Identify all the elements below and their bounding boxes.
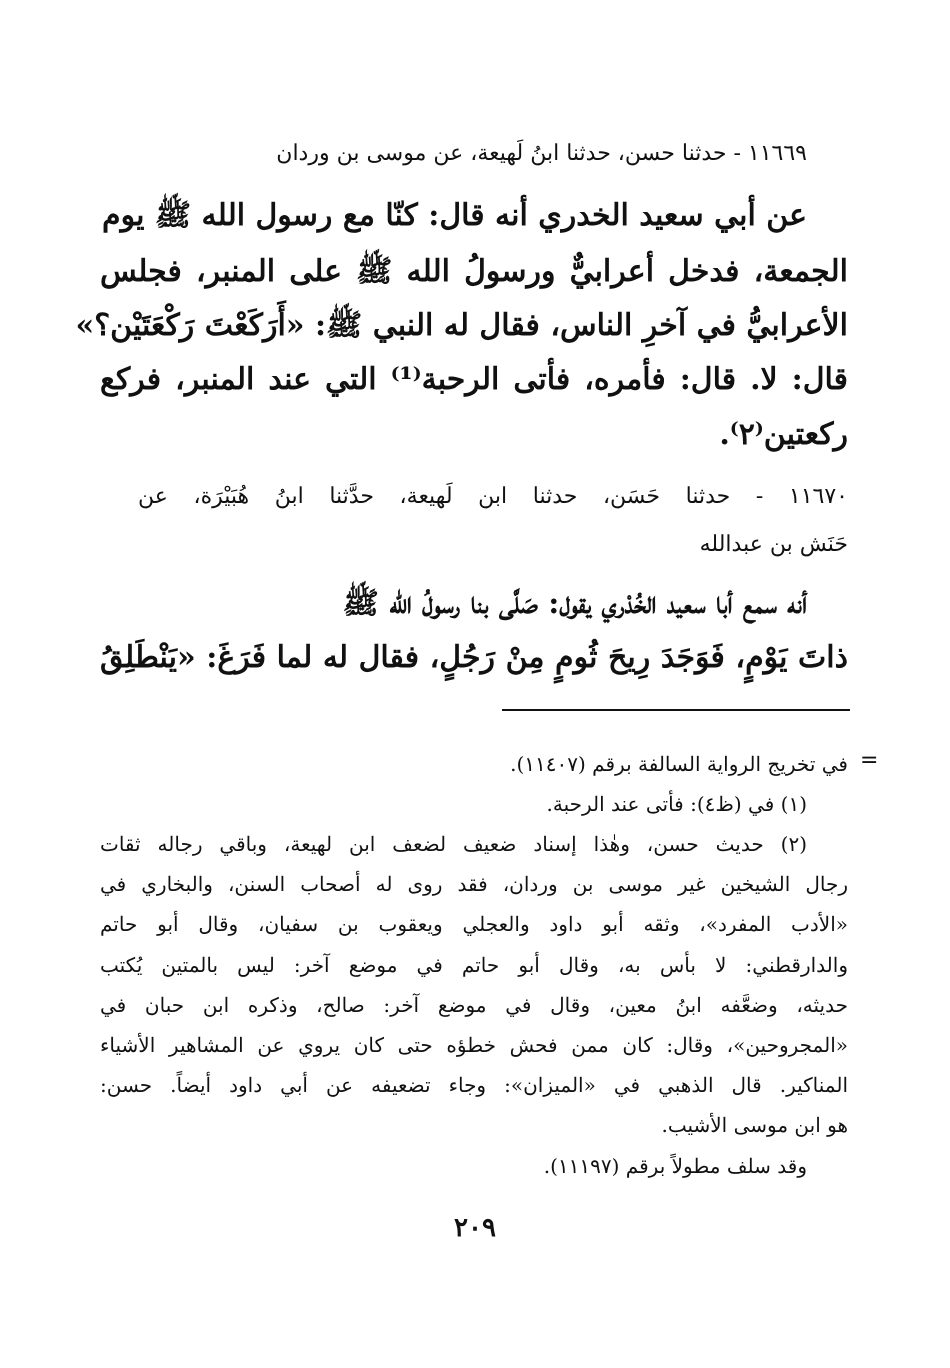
footnote-2-line-2: رجال الشيخين غير موسى بن وردان، فقد روى له أصحاب السنن، والبخاري في [100,872,848,896]
hadith-11670-line-1: أنه سمع أبا سعيد الخُدْري يقول: صَلَّى بنا رسولُ الله ﷺ [342,586,807,621]
hadith-11669-line-3: الأعرابيُّ في آخرِ الناس، فقال له النبي ﷺ: «أَرَكَعْتَ رَكْعَتَيْن؟» [75,308,848,343]
hadith-11669-line-2: الجمعة، فدخل أعرابيٌّ ورسولُ الله ﷺ على المنبر، فجلس [100,254,848,289]
footnote-2-line-4: والدارقطني: لا بأس به، وقال أبو حاتم في موضع آخر: ليس بالمتين يُكتب [100,953,848,977]
footnote-separator [502,709,850,711]
hadith-11670-chain-line-1: ١١٦٧٠ - حدثنا حَسَن، حدثنا ابن لَهيعة، حدَّثنا ابنُ هُبَيْرَة، عن [138,484,848,509]
hadith-11669-line-1: عن أبي سعيد الخدري أنه قال: كنّا مع رسول الله ﷺ يوم [102,198,807,233]
page-number: ٢٠٩ [454,1213,496,1243]
hadith-11670-chain-line-2: حَنَش بن عبدالله [699,532,848,557]
hadith-11669-line-5: ركعتين⁽٢⁾. [719,417,848,452]
hadith-11669-line-4: قال: لا. قال: فأمره، فأتى الرحبة⁽¹⁾ التي عند المنبر، فركع [100,362,849,397]
footnote-continuation: في تخريج الرواية السالفة برقم (١١٤٠٧). [510,752,848,776]
footnote-2-line-3: «الأدب المفرد»، وثقه أبو داود والعجلي ويعقوب بن سفيان، وقال أبو حاتم [100,912,848,936]
footnote-2-line-7: المناكير. قال الذهبي في «الميزان»: وجاء تضعيفه عن أبي داود أيضاً. حسن: [100,1073,848,1097]
footnote-1: (١) في (ظ٤): فأتى عند الرحبة. [546,792,807,816]
footnote-2-line-5: حديثه، وضعَّفه ابنُ معين، وقال في موضع آخر: صالح، وذكره ابن حبان في [100,993,848,1017]
footnote-2-final: وقد سلف مطولاً برقم (١١١٩٧). [543,1154,807,1178]
footnote-2-line-1: (٢) حديث حسن، وهٰذا إسناد ضعيف لضعف ابن لهيعة، وباقي رجاله ثقات [100,832,807,856]
footnote-2-line-6: «المجروحين»، وقال: كان ممن فحش خطؤه حتى كان يروي عن المشاهير الأشياء [100,1033,848,1057]
footnote-continuation-mark: = [860,748,879,773]
footnote-2-line-8: هو ابن موسى الأشيب. [661,1113,848,1137]
hadith-11670-line-2: ذاتَ يَوْمٍ، فَوَجَدَ رِيحَ ثُومٍ مِنْ رَجُلٍ، فقال له لما فَرَغَ: «يَنْطَلِقُ [100,640,848,675]
hadith-11669-chain: ١١٦٦٩ - حدثنا حسن، حدثنا ابنُ لَهيعة، عن موسى بن وردان [276,141,807,166]
